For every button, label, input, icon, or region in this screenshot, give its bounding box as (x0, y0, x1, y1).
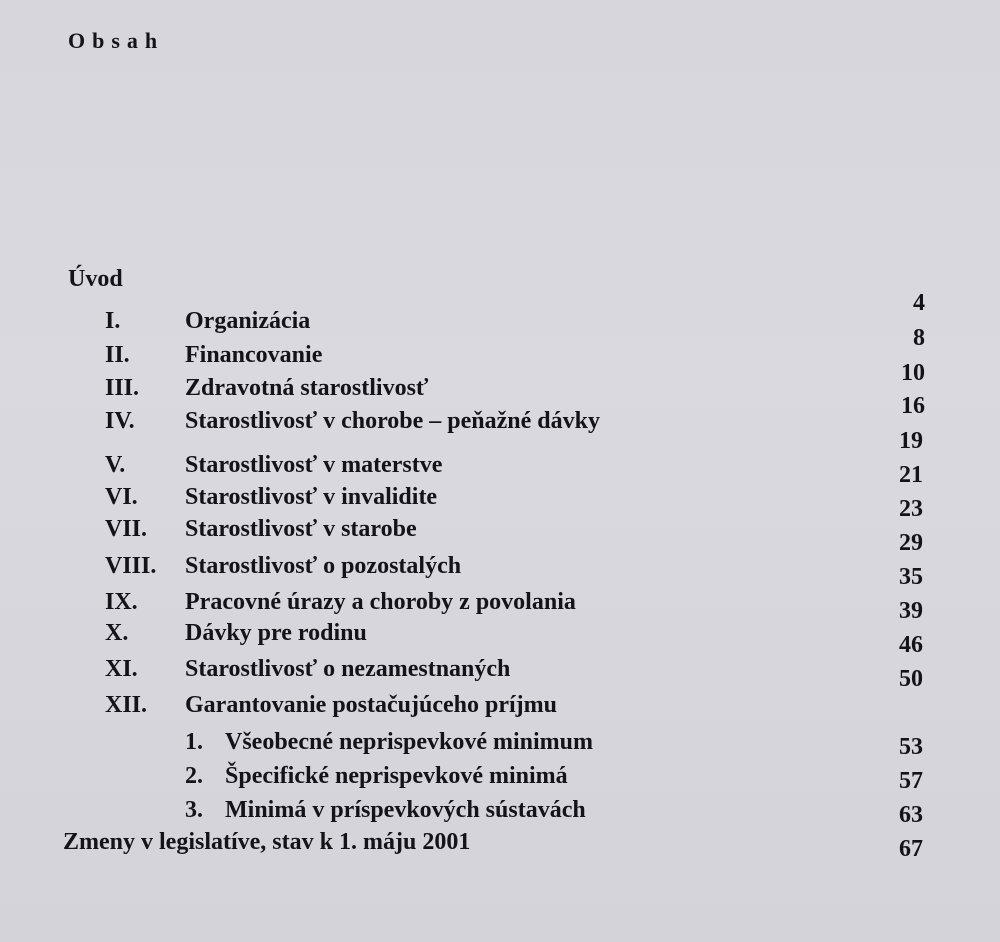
subsection-title: Minimá v príspevkových sústavách (225, 797, 586, 823)
chapter-number: V. (105, 452, 126, 478)
chapter-number: X. (105, 620, 129, 646)
chapter-title: Financovanie (185, 342, 323, 368)
chapter-number: IV. (105, 408, 135, 434)
chapter-title: Starostlivosť o pozostalých (185, 553, 462, 579)
page-number: 39 (899, 598, 923, 624)
chapter-entry (0, 587, 1000, 617)
chapter-title: Garantovanie postačujúceho príjmu (185, 692, 557, 718)
page-number: 10 (901, 360, 925, 386)
subsection-entry (0, 727, 1000, 757)
chapter-title: Starostlivosť v chorobe – peňažné dávky (185, 408, 600, 434)
chapter-entry (0, 373, 1000, 403)
chapter-title: Dávky pre rodinu (185, 620, 367, 646)
chapter-number: VIII. (105, 553, 157, 579)
page-number: 35 (899, 564, 923, 590)
chapter-title: Starostlivosť v invalidite (185, 484, 438, 510)
chapter-number: VII. (105, 516, 148, 542)
subsection-entry (0, 761, 1000, 791)
chapter-entry (0, 654, 1000, 684)
page-title: Obsah (68, 28, 165, 53)
chapter-entry (0, 514, 1000, 544)
page-number: 23 (899, 496, 923, 522)
subsection-number: 2. (185, 763, 203, 789)
page-number: 57 (899, 768, 923, 794)
chapter-number: II. (105, 342, 130, 368)
final-entry (0, 827, 1000, 857)
chapter-number: III. (105, 375, 140, 401)
subsection-number: 1. (185, 729, 203, 755)
page-number: 53 (899, 734, 923, 760)
page-number: 21 (899, 462, 923, 488)
subsection-entry (0, 795, 1000, 825)
chapter-title: Starostlivosť v starobe (185, 516, 417, 542)
subsection-title: Všeobecné neprispevkové minimum (225, 729, 593, 755)
chapter-number: IX. (105, 589, 138, 615)
subsection-title: Špecifické neprispevkové minimá (225, 763, 568, 789)
chapter-entry (0, 450, 1000, 480)
chapter-entry (0, 406, 1000, 436)
page-number: 50 (899, 666, 923, 692)
page-number: 16 (901, 393, 925, 419)
chapter-number: I. (105, 308, 121, 334)
chapter-title: Starostlivosť v materstve (185, 452, 443, 478)
chapter-entry (0, 690, 1000, 720)
page-number: 19 (899, 428, 923, 454)
chapter-title: Organizácia (185, 308, 311, 334)
chapter-title: Pracovné úrazy a choroby z povolania (185, 589, 576, 615)
page-number: 8 (913, 325, 925, 351)
chapter-entry (0, 340, 1000, 370)
chapter-entry (0, 482, 1000, 512)
chapter-entry (0, 551, 1000, 581)
intro-entry: Úvod (68, 266, 123, 292)
final-entry-title: Zmeny v legislatíve, stav k 1. máju 2001 (63, 829, 471, 855)
page-number: 46 (899, 632, 923, 658)
chapter-entry (0, 306, 1000, 336)
chapter-title: Starostlivosť o nezamestnaných (185, 656, 511, 682)
chapter-entry (0, 618, 1000, 648)
chapter-title: Zdravotná starostlivosť (185, 375, 429, 401)
chapter-number: XII. (105, 692, 148, 718)
subsection-number: 3. (185, 797, 203, 823)
page-number: 67 (899, 836, 923, 862)
chapter-number: VI. (105, 484, 138, 510)
page-number: 63 (899, 802, 923, 828)
page-number: 29 (899, 530, 923, 556)
page-number: 4 (913, 290, 925, 316)
chapter-number: XI. (105, 656, 138, 682)
